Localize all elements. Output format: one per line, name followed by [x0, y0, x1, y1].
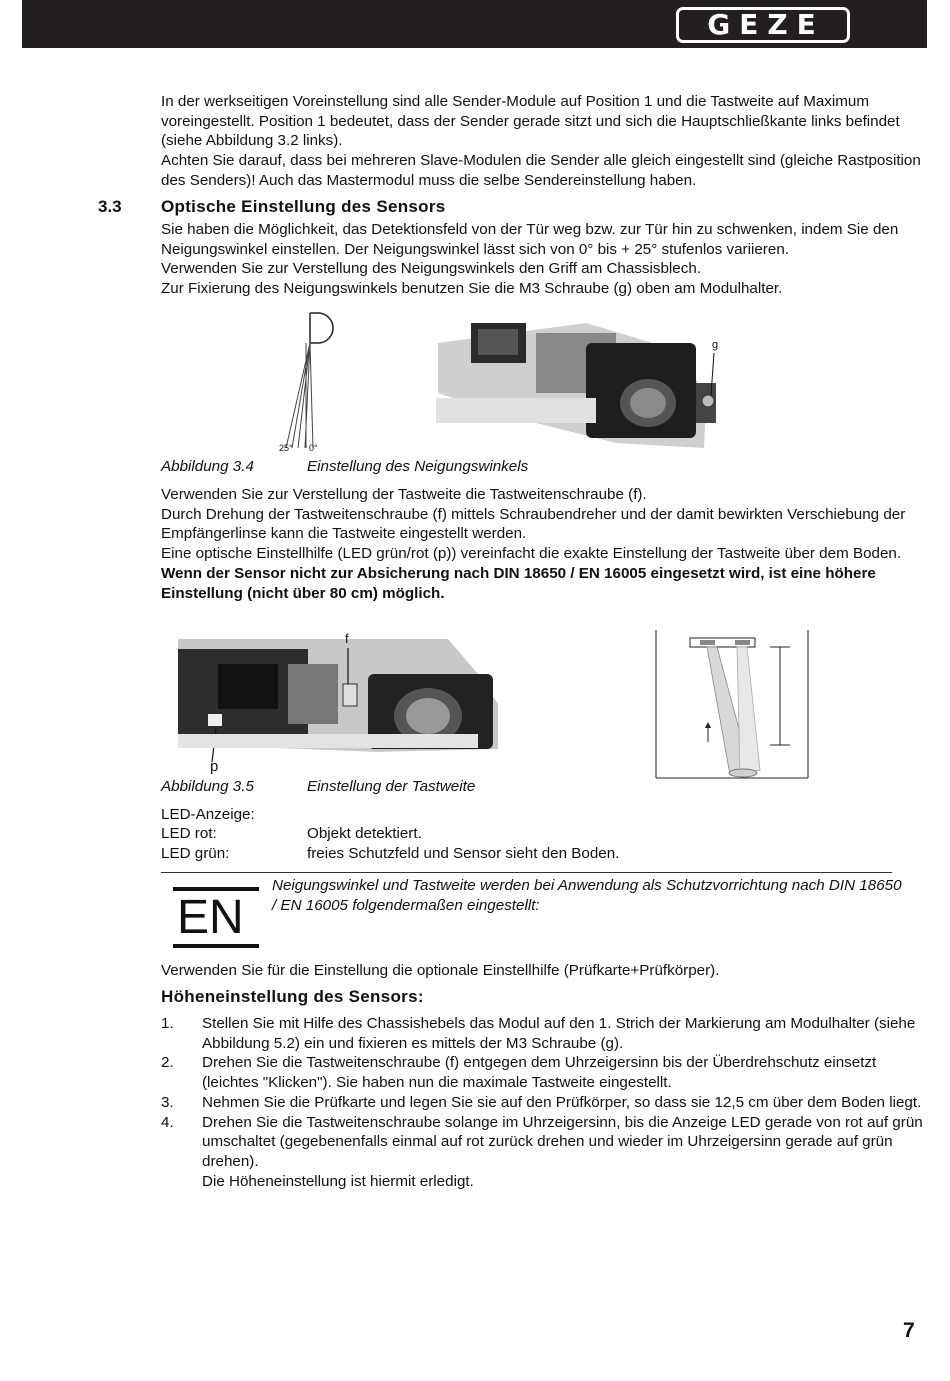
led-red-value: Objekt detektiert. — [307, 825, 422, 842]
step-text: Drehen Sie die Tastweitenschraube (f) entgegen dem Uhrzeigersinn bis der Überdrehschutz einsetzt (leichtes "Klicken"). Sie haben nun die maximale Tastweite eingestellt. — [202, 1054, 877, 1092]
step-closing — [161, 1172, 923, 1192]
en-note-text: Neigungswinkel und Tastweite werden bei Anwendung als Schutzvorrichtung nach DIN 18650 / EN 16005 folgendermaßen eingestellt: — [272, 877, 902, 914]
step-number: 3. — [161, 1093, 174, 1111]
geze-logo: GEZE — [676, 7, 850, 43]
list-item — [161, 1053, 923, 1092]
led-heading: LED-Anzeige: — [161, 806, 255, 823]
en-badge — [173, 887, 259, 949]
led-green-value: freies Schutzfeld und Sensor sieht den Boden. — [307, 845, 620, 862]
figure-3-5-number: Abbildung 3.5 — [161, 778, 254, 795]
step-text: Drehen Sie die Tastweitenschraube solange im Uhrzeigersinn, bis die Anzeige LED gerade von rot auf grün umschaltet (gegebenenfalls einmal auf rot zurück drehen und wieder im Uhrzeigersinn gerade auf grün drehen). — [202, 1113, 923, 1170]
tastweite-paragraph-3: Eine optische Einstellhilfe (LED grün/rot (p)) vereinfacht die exakte Einstellung der Tastweite über dem Boden. — [161, 545, 902, 563]
hoehe-title: Höheneinstellung des Sensors: — [161, 987, 424, 1006]
step-text: Stellen Sie mit Hilfe des Chassishebels das Modul auf den 1. Strich der Markierung am Modulhalter (siehe Abbildung 5.2) ein und fixieren es mittels der M3 Schraube (g). — [202, 1015, 916, 1052]
list-item — [161, 1014, 923, 1053]
angle-label-25: 25° — [279, 443, 293, 453]
tilt-angle-diagram — [270, 305, 340, 455]
page-number: 7 — [903, 1319, 915, 1342]
figure-3-4-number: Abbildung 3.4 — [161, 458, 254, 475]
hoehe-steps — [161, 1014, 923, 1191]
section-text — [161, 220, 923, 299]
section-title: Optische Einstellung des Sensors — [161, 197, 446, 216]
section-paragraph-1: Sie haben die Möglichkeit, das Detektionsfeld von der Tür weg bzw. zur Tür hin zu schwenken, indem Sie den Neigungswinkel einstellen. Der Neigungswinkel lässt sich von 0° bis + 25° stufenlos variieren. — [161, 221, 899, 258]
led-red-key: LED rot: — [161, 825, 217, 842]
detection-field-diagram — [655, 630, 810, 780]
sensor-module-photo-range — [178, 634, 503, 774]
figure-3-5-caption: Einstellung der Tastweite — [307, 778, 476, 795]
list-item — [161, 1093, 923, 1113]
intro-paragraph-1: In der werkseitigen Voreinstellung sind alle Sender-Module auf Position 1 und die Tastweite auf Maximum voreingestellt. Position 1 bedeutet, dass der Sender gerade sitzt und sich die Hauptschließkante links befindet (siehe Abbildung 3.2 links). — [161, 93, 900, 150]
tastweite-warning: Wenn der Sensor nicht zur Absicherung nach DIN 18650 / EN 16005 eingesetzt wird, ist eine höhere Einstellung (nicht über 80 cm) möglich. — [161, 564, 876, 602]
section-paragraph-2: Verwenden Sie zur Verstellung des Neigungswinkels den Griff am Chassisblech. — [161, 260, 702, 278]
tastweite-paragraph-1: Verwenden Sie zur Verstellung der Tastweite die Tastweitenschraube (f). — [161, 486, 647, 503]
step-number: 1. — [161, 1015, 174, 1032]
section-number: 3.3 — [98, 197, 122, 216]
note-divider — [161, 872, 892, 873]
closing-text: Die Höheneinstellung ist hiermit erledigt. — [202, 1172, 474, 1190]
sensor-module-photo-tilt — [436, 313, 731, 453]
intro-paragraph-2: Achten Sie darauf, dass bei mehreren Slave-Modulen die Sender alle gleich eingestellt sind (gleiche Rastposition des Senders)! Auch das Mastermodul muss die selbe Sendereinstellung haben. — [161, 152, 921, 189]
intro-text — [161, 92, 923, 191]
en-bottom-line — [173, 944, 259, 948]
led-green-key: LED grün: — [161, 845, 230, 862]
tastweite-text — [161, 485, 923, 603]
step-text: Nehmen Sie die Prüfkarte und legen Sie sie auf den Prüfkörper, so dass sie 12,5 cm über dem Boden liegt. — [202, 1093, 922, 1111]
label-p: p — [210, 758, 219, 775]
en-badge-text: EN — [177, 891, 244, 944]
label-f: f — [345, 631, 349, 646]
figure-3-4-caption: Einstellung des Neigungswinkels — [307, 458, 529, 475]
tastweite-paragraph-2: Durch Drehung der Tastweitenschraube (f) mittels Schraubendreher und der damit bewirkten Verschiebung der Empfängerlinse kann die Tastweite eingestellt werden. — [161, 505, 906, 543]
angle-label-0: 0° — [309, 443, 318, 453]
label-g: g — [712, 339, 719, 351]
step-number: 4. — [161, 1113, 174, 1131]
step-number: 2. — [161, 1054, 174, 1072]
list-item — [161, 1113, 923, 1172]
hoehe-intro: Verwenden Sie für die Einstellung die optionale Einstellhilfe (Prüfkarte+Prüfkörper). — [161, 962, 720, 979]
section-paragraph-3: Zur Fixierung des Neigungswinkels benutzen Sie die M3 Schraube (g) oben am Modulhalter. — [161, 280, 783, 298]
